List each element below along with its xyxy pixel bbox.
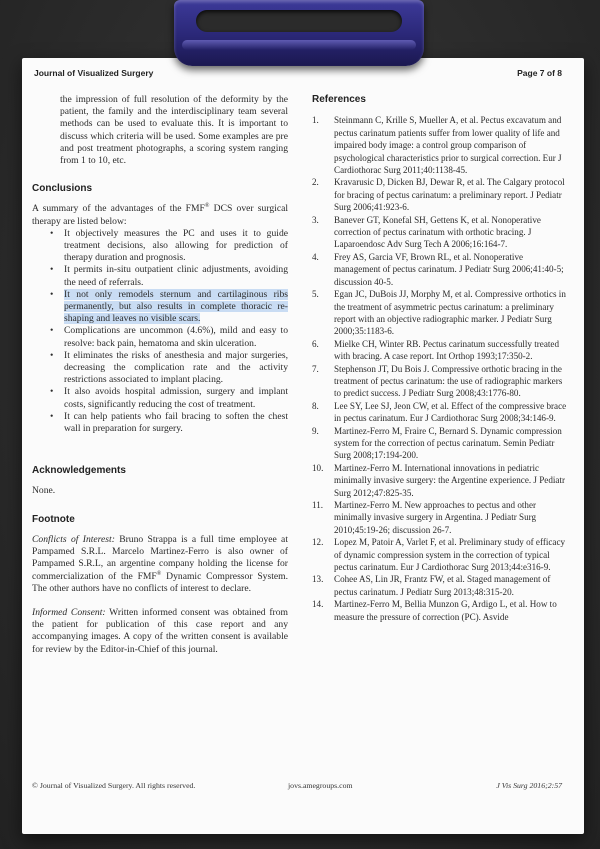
reference-text: Cohee AS, Lin JR, Frantz FW, et al. Staged management of pectus carinatum. J Pediatr Surg 2013;48:315-20. bbox=[334, 574, 551, 597]
reference-number: 7. bbox=[312, 363, 319, 374]
page-number: Page 7 of 8 bbox=[517, 68, 562, 78]
conclusions-lead: A summary of the advantages of the FMF® DCS over surgical therapy are listed below: bbox=[32, 203, 288, 227]
list-item: • It also avoids hospital admission, surgery and implant costs, significantly reducing the cost of treatment. bbox=[64, 386, 288, 410]
journal-url[interactable]: jovs.amegroups.com bbox=[288, 781, 353, 790]
acknowledgements-heading: Acknowledgements bbox=[32, 465, 126, 477]
reference-number: 12. bbox=[312, 537, 324, 548]
list-item: • Complications are uncommon (4.6%), mild and easy to resolve: back pain, hematoma and skin ulceration. bbox=[64, 325, 288, 349]
reference-number: 13. bbox=[312, 574, 324, 585]
acknowledgements-text: None. bbox=[32, 485, 56, 497]
clip-hole bbox=[196, 10, 402, 32]
reference-item bbox=[312, 598, 570, 623]
reference-item bbox=[312, 338, 570, 363]
reference-number: 2. bbox=[312, 177, 319, 188]
reference-text: Martinez-Ferro M, Fraire C, Bernard S. Dynamic compression system for the correction of pectus carinatum. Semin Pediatr Surg 2008;17:194-200. bbox=[334, 425, 562, 461]
reference-text: Lopez M, Patoir A, Varlet F, et al. Preliminary study of efficacy of dynamic compression system in the correction of typical pectus carinatum. Eur J Cardiothorac Surg 2013;44:e316-9. bbox=[334, 537, 566, 573]
reference-item bbox=[312, 400, 570, 425]
right-column bbox=[312, 94, 570, 623]
footnote-heading: Footnote bbox=[32, 513, 75, 525]
reference-number: 14. bbox=[312, 599, 324, 610]
reference-item bbox=[312, 114, 570, 176]
clip-shine bbox=[182, 40, 416, 50]
reference-item bbox=[312, 363, 570, 400]
reference-item bbox=[312, 176, 570, 213]
reference-number: 9. bbox=[312, 425, 319, 436]
reference-text: Kravarusic D, Dicken BJ, Dewar R, et al. The Calgary protocol for bracing of pectus carinatum: a preliminary report. J Pediatr Surg 2006;41:923-6. bbox=[334, 177, 565, 213]
reference-text: Stephenson JT, Du Bois J. Compressive orthotic bracing in the treatment of pectus carinatum: the use of radiographic markers to predict success. J Pediatr Surg 2008;43:1776-80. bbox=[334, 363, 563, 399]
consent-paragraph: Informed Consent: Written informed consent was obtained from the patient for publication of this case report and any accompanying images. A copy of the written consent is available for review by the Editor-in-Chief of this journal. bbox=[32, 606, 288, 655]
references-heading: References bbox=[312, 94, 366, 105]
list-item: • It can help patients who fail bracing to soften the chest wall in preparation for surgery. bbox=[64, 411, 288, 435]
reference-item bbox=[312, 214, 570, 251]
reference-item bbox=[312, 462, 570, 499]
reference-text: Lee SY, Lee SJ, Jeon CW, et al. Effect of the compressive brace in pectus carinatum. Eur J Cardiothorac Surg 2008;34:146-9. bbox=[334, 400, 567, 424]
citation: J Vis Surg 2016;2:57 bbox=[496, 781, 562, 790]
reference-number: 5. bbox=[312, 289, 319, 300]
reference-number: 8. bbox=[312, 400, 319, 411]
reference-item bbox=[312, 288, 570, 338]
reference-text: Mielke CH, Winter RB. Pectus carinatum successfully treated with bracing. A case report. Int Orthop 1993;17:350-2. bbox=[334, 338, 559, 362]
reference-number: 11. bbox=[312, 500, 324, 510]
reference-item bbox=[312, 573, 570, 598]
intro-paragraph: the impression of full resolution of the deformity by the patient, the family and the interdisciplinary team several methods can be used to evaluate this. It is important to discuss which criteria will be used. Some examples are pre and post treatment photographs, a scoring system ranging from 1 to 10, etc. bbox=[60, 94, 288, 167]
list-item: • It eliminates the risks of anesthesia and major surgeries, decreasing the complication rate and the activity restrictions associated to implant placing. bbox=[64, 350, 288, 387]
reference-text: Martinez-Ferro M. International innovations in pediatric minimally invasive surgery: the Argentine experience. J Pediatr Surg 2012;47:825-35. bbox=[334, 462, 565, 498]
references-list bbox=[312, 114, 570, 623]
list-item: • It objectively measures the PC and uses it to guide treatment decisions, also allowing for prediction of therapy duration and prognosis. bbox=[64, 228, 288, 265]
journal-title: Journal of Visualized Surgery bbox=[34, 68, 154, 78]
reference-item bbox=[312, 499, 570, 536]
reference-item bbox=[312, 425, 570, 462]
advantages-list bbox=[32, 228, 288, 435]
list-item: • It permits in-situ outpatient clinic adjustments, avoiding the need of referrals. bbox=[64, 264, 288, 288]
reference-item bbox=[312, 251, 570, 288]
left-column bbox=[32, 94, 288, 656]
reference-text: Banever GT, Konefal SH, Gettens K, et al. Nonoperative correction of pectus carinatum with orthotic bracing. J Laparoendosc Adv Surg Tech A 2006;16:164-7. bbox=[334, 214, 541, 250]
reference-number: 1. bbox=[312, 115, 319, 126]
list-item-highlighted[interactable] bbox=[64, 289, 288, 326]
reference-item bbox=[312, 536, 570, 573]
clipboard-clip bbox=[174, 0, 424, 66]
reference-text: Egan JC, DuBois JJ, Morphy M, et al. Compressive orthotics in the treatment of asymmetric pectus carinatum: a preliminary report with an objective radiographic marker. J Pediatr Surg 2000;35:1183-6. bbox=[334, 289, 566, 337]
reference-number: 3. bbox=[312, 214, 319, 225]
reference-number: 6. bbox=[312, 338, 319, 349]
copyright-notice: © Journal of Visualized Surgery. All rights reserved. bbox=[32, 781, 196, 790]
reference-text: Frey AS, Garcia VF, Brown RL, et al. Nonoperative management of pectus carinatum. J Pediatr Surg 2006;41:40-5; discussion 40-5. bbox=[334, 251, 564, 287]
reference-text: Steinmann C, Krille S, Mueller A, et al. Pectus excavatum and pectus carinatum patients suffer from lower quality of life and impaired body image: a control group comparison of psychological characteristics prior to surgical correction. Eur J Cardiothorac Surg 2011;40:1138-45. bbox=[334, 115, 562, 176]
conclusions-heading: Conclusions bbox=[32, 183, 93, 195]
reference-number: 4. bbox=[312, 251, 319, 262]
reference-text: Martinez-Ferro M, Bellia Munzon G, Ardigo L, et al. How to measure the pressure of correction (PC). Asvide bbox=[334, 599, 557, 622]
reference-number: 10. bbox=[312, 462, 324, 473]
conflicts-paragraph: Conflicts of Interest: Bruno Strappa is a full time employee at Pampamed S.R.L. Marcelo Martinez-Ferro is also owner of Pampamed S.R.L, an argentine company holding the license for commercialization of the FMF® Dynamic Compressor System. The other authors have no conflicts of interest to declare. bbox=[32, 533, 288, 594]
highlighted-text[interactable]: It not only remodels sternum and cartilaginous ribs permanently, but also results in complete thoracic re-shaping and leaves no visible scars. bbox=[64, 288, 288, 325]
reference-text: Martinez-Ferro M. New approaches to pectus and other minimally invasive surgery in Argentina. J Pediatr Surg 2010;45:19-26; discussion 26-7. bbox=[334, 500, 537, 535]
